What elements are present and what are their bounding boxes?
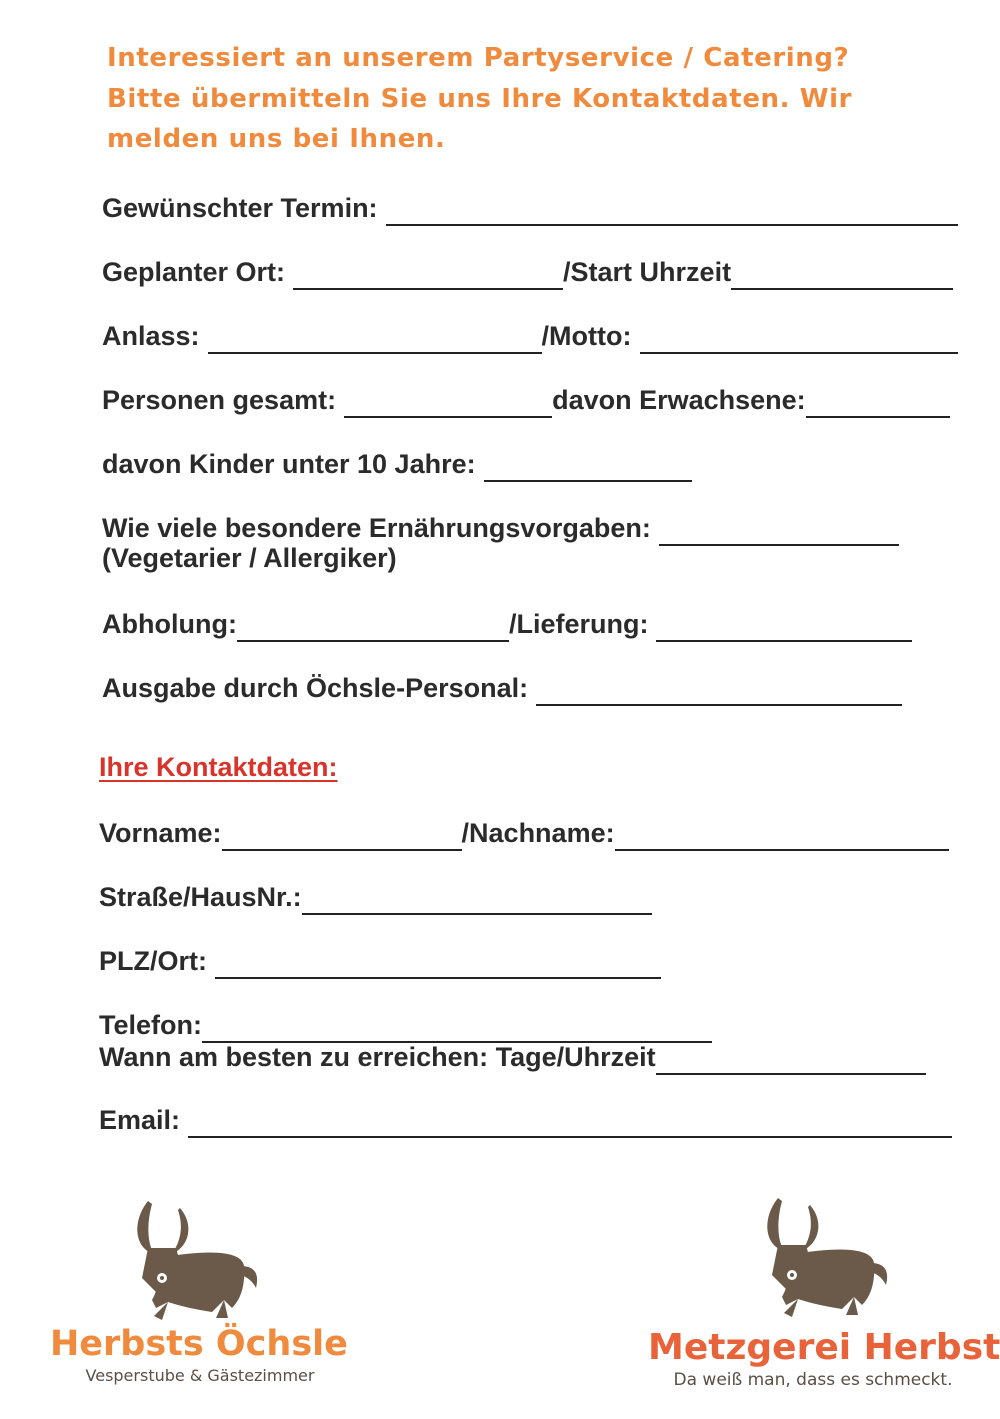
row-plz — [99, 943, 661, 977]
label-kinder: davon Kinder unter 10 Jahre: — [102, 449, 476, 479]
row-erreichbar — [99, 1039, 926, 1073]
row-kinder — [102, 446, 692, 480]
field-erreichbar[interactable] — [656, 1045, 926, 1075]
label-termin: Gewünschter Termin: — [102, 193, 378, 223]
label-ernaehrung-hint: (Vegetarier / Allergiker) — [102, 543, 397, 573]
label-strasse: Straße/HausNr.: — [99, 882, 302, 912]
brand-right: Metzgerei Herbst — [648, 1327, 1000, 1368]
row-ernaehrung — [102, 510, 899, 544]
field-erwachsene[interactable] — [806, 388, 950, 418]
field-termin[interactable] — [386, 196, 958, 226]
label-plz: PLZ/Ort: — [99, 946, 207, 976]
row-ort — [102, 254, 953, 288]
row-name — [99, 815, 949, 849]
field-vorname[interactable] — [222, 821, 462, 851]
field-ernaehrung[interactable] — [659, 516, 899, 546]
intro-line-1: Interessiert an unserem Partyservice / Catering? — [107, 43, 850, 73]
field-ausgabe[interactable] — [536, 676, 902, 706]
field-plz[interactable] — [215, 949, 661, 979]
field-personen[interactable] — [344, 388, 552, 418]
label-anlass: Anlass: — [102, 321, 200, 351]
field-abholung[interactable] — [237, 612, 509, 642]
intro-line-2: Bitte übermitteln Sie uns Ihre Kontaktdaten. Wir — [107, 83, 853, 114]
label-ausgabe: Ausgabe durch Öchsle-Personal: — [102, 673, 529, 703]
field-lieferung[interactable] — [656, 612, 912, 642]
field-email[interactable] — [188, 1108, 952, 1138]
row-abholung — [102, 606, 912, 640]
intro-text — [107, 38, 907, 160]
row-email — [99, 1102, 952, 1136]
label-abholung: Abholung: — [102, 609, 237, 639]
label-erreichbar: Wann am besten zu erreichen: Tage/Uhrzeit — [99, 1042, 656, 1072]
row-strasse — [99, 879, 652, 913]
logo-herbsts-oechsle — [50, 1196, 348, 1385]
label-ort: Geplanter Ort: — [102, 257, 286, 287]
row-anlass — [102, 318, 958, 352]
row-telefon — [99, 1007, 712, 1041]
field-ort[interactable] — [293, 260, 563, 290]
contact-heading: Ihre Kontaktdaten: — [99, 752, 338, 782]
field-anlass[interactable] — [208, 324, 542, 354]
ox-logo-icon — [758, 1193, 898, 1329]
ox-logo-icon — [128, 1196, 268, 1326]
label-nachname: /Nachname: — [461, 818, 615, 848]
label-personen: Personen gesamt: — [102, 385, 337, 415]
tagline-left: Vesperstube & Gästezimmer — [85, 1366, 315, 1385]
field-kinder[interactable] — [484, 452, 692, 482]
logo-metzgerei-herbst — [648, 1193, 1000, 1390]
row-personen — [102, 382, 950, 416]
row-termin — [102, 190, 958, 224]
row-ausgabe — [102, 670, 902, 704]
intro-line-3: melden uns bei Ihnen. — [107, 124, 446, 154]
label-telefon: Telefon: — [99, 1010, 202, 1040]
field-start-uhrzeit[interactable] — [731, 260, 953, 290]
label-lieferung: /Lieferung: — [508, 609, 649, 639]
label-start-uhrzeit: /Start Uhrzeit — [563, 257, 732, 287]
field-motto[interactable] — [640, 324, 958, 354]
field-strasse[interactable] — [302, 885, 652, 915]
label-motto: /Motto: — [541, 321, 632, 351]
tagline-right: Da weiß man, dass es schmeckt. — [673, 1370, 953, 1390]
label-email: Email: — [99, 1105, 181, 1135]
label-erwachsene: davon Erwachsene: — [552, 385, 806, 415]
label-vorname: Vorname: — [99, 818, 222, 848]
brand-left: Herbsts Öchsle — [50, 1324, 348, 1364]
field-nachname[interactable] — [615, 821, 949, 851]
label-ernaehrung: Wie viele besondere Ernährungsvorgaben: — [102, 513, 651, 543]
